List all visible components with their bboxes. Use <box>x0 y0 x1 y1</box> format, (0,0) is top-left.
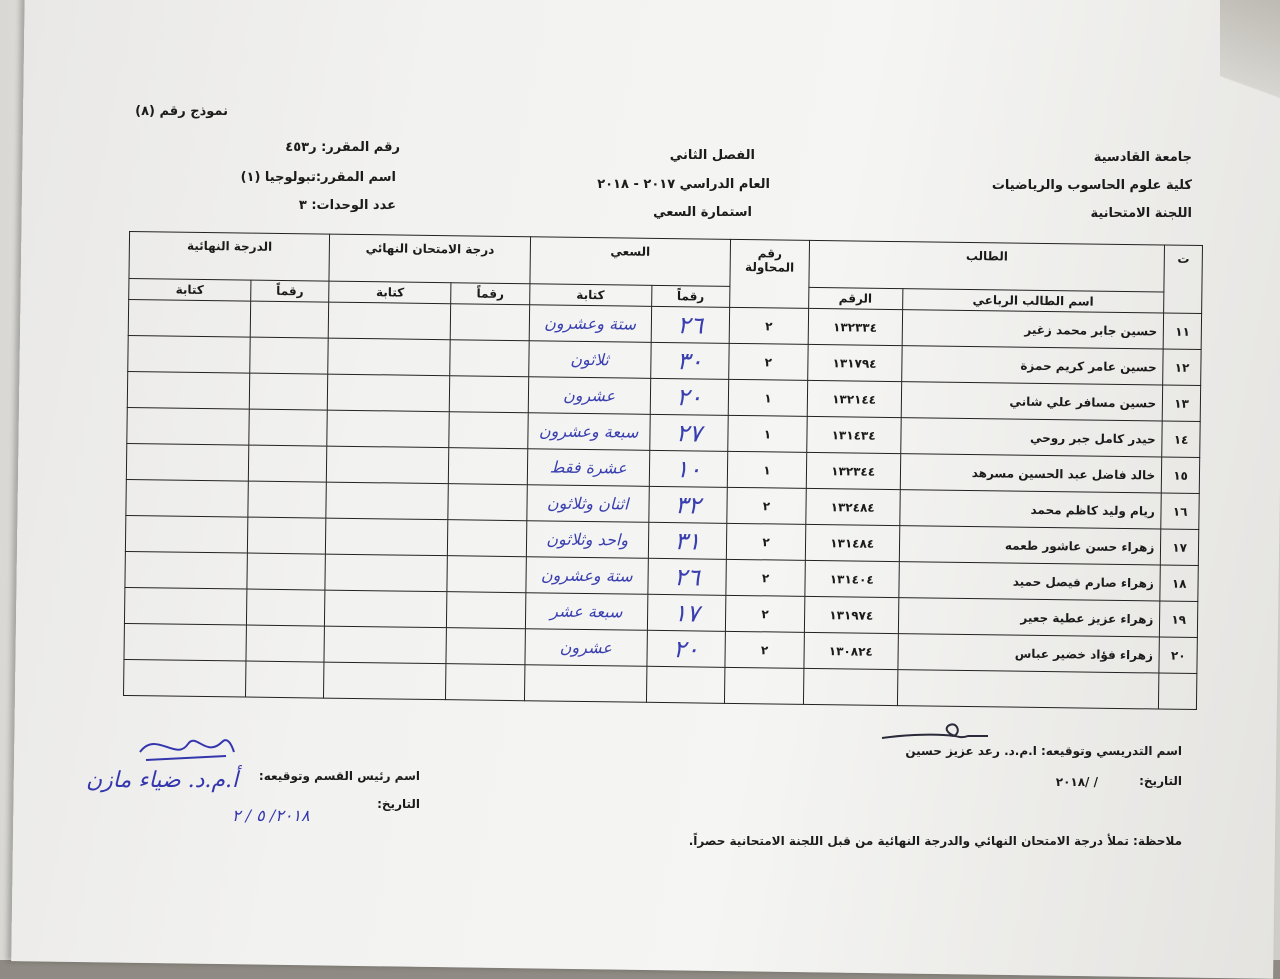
row-exam-numeric <box>450 304 529 341</box>
row-name: زهراء صارم فيصل حميد <box>898 562 1160 601</box>
row-seq: ١٩ <box>1160 601 1198 637</box>
row-id: ١٣١٩٧٤ <box>804 596 898 633</box>
row-attempt <box>725 667 804 704</box>
row-final-numeric <box>248 445 327 482</box>
date-label: التاريخ: <box>1139 774 1182 788</box>
row-final-words <box>127 407 249 445</box>
row-name: ريام وليد كاظم محمد <box>899 490 1161 529</box>
row-attempt: ٢ <box>729 343 808 380</box>
row-effort-numeric <box>646 666 725 703</box>
row-name: خالد فاضل عبد الحسين مسرهد <box>900 454 1162 493</box>
row-final-numeric <box>249 373 328 410</box>
row-name: حسين عامر كريم حمزة <box>901 346 1163 385</box>
row-final-words <box>127 371 249 409</box>
grades-table <box>123 231 1203 710</box>
row-effort-words: عشرون <box>528 377 650 415</box>
row-name: زهراء فؤاد خضير عباس <box>897 634 1159 673</box>
row-name: زهراء عزيز عطية جعير <box>898 598 1160 637</box>
row-exam-words <box>326 482 448 520</box>
row-exam-numeric <box>449 376 528 413</box>
row-exam-words <box>328 338 450 376</box>
row-final-words <box>126 479 248 517</box>
academic-year: العام الدراسي ٢٠١٧ - ٢٠١٨ <box>597 177 770 192</box>
row-seq: ١٨ <box>1160 565 1198 601</box>
row-id: ١٣٢٤٨٤ <box>806 488 900 525</box>
row-final-numeric <box>248 481 327 518</box>
row-effort-words <box>524 665 646 703</box>
form-title: استمارة السعي <box>653 205 752 220</box>
row-final-words <box>126 443 248 481</box>
row-effort-words: واحد وثلاثون <box>526 521 648 559</box>
row-final-words <box>125 515 247 553</box>
header-exam-words: كتابة <box>329 281 451 304</box>
date-value: / /٢٠١٨ <box>1055 775 1098 789</box>
row-seq: ١١ <box>1163 313 1201 349</box>
row-effort-words: ستة وعشرون <box>526 557 648 595</box>
row-exam-numeric <box>448 520 527 557</box>
row-effort-numeric: ٢٧ <box>649 414 728 451</box>
row-final-words <box>128 299 250 337</box>
header-student: الطالب <box>809 240 1165 292</box>
row-effort-numeric: ٢٠ <box>650 378 729 415</box>
header-attempt: رقم المحاولة <box>730 239 810 308</box>
row-attempt: ١ <box>728 379 807 416</box>
header-name: اسم الطالب الرباعي <box>902 289 1164 313</box>
header-final-numeric: رقماً <box>250 280 329 302</box>
row-name: حسين مسافر علي شاني <box>901 382 1163 421</box>
row-attempt: ٢ <box>725 631 804 668</box>
head-date-handwritten: ٢٠١٨/ ٥ / ٢ <box>232 806 310 825</box>
course-units: عدد الوحدات: ٣ <box>298 198 396 213</box>
row-effort-numeric: ١٠ <box>649 450 728 487</box>
row-seq: ١٣ <box>1162 385 1200 421</box>
row-effort-numeric: ٢٠ <box>646 630 725 667</box>
row-final-words <box>124 659 246 697</box>
committee-name: اللجنة الامتحانية <box>1090 206 1192 221</box>
row-effort-numeric: ٣٢ <box>648 486 727 523</box>
row-effort-numeric: ٢٦ <box>647 558 726 595</box>
row-seq <box>1159 673 1197 709</box>
row-id: ١٣٢٣٣٤ <box>808 308 902 345</box>
row-final-words <box>124 623 246 661</box>
row-final-words <box>124 587 246 625</box>
row-exam-numeric <box>447 556 526 593</box>
teacher-signature-label: اسم التدريسي وتوقيعه: ا.م.د. رعد عزيز حسين <box>905 744 1182 758</box>
row-seq: ١٤ <box>1162 421 1200 457</box>
university-name: جامعة القادسية <box>1093 150 1192 165</box>
row-exam-numeric <box>450 340 529 377</box>
note: ملاحظة: تملأ درجة الامتحان النهائي والدرجة النهائية من قبل اللجنة الامتحانية حصراً. <box>688 834 1182 848</box>
row-attempt: ٢ <box>726 559 805 596</box>
row-id: ١٣٢٣٤٤ <box>806 452 900 489</box>
row-exam-words <box>327 410 449 448</box>
row-exam-words <box>327 446 449 484</box>
row-attempt: ٢ <box>726 523 805 560</box>
row-attempt: ١ <box>728 415 807 452</box>
row-seq: ١٥ <box>1162 457 1200 493</box>
header-exam-numeric: رقماً <box>451 283 530 305</box>
row-seq: ١٢ <box>1163 349 1201 385</box>
row-seq: ١٧ <box>1161 529 1199 565</box>
row-effort-words: اثنان وثلاثون <box>527 485 649 523</box>
row-exam-numeric <box>446 664 525 701</box>
row-exam-words <box>325 554 447 592</box>
row-effort-numeric: ١٧ <box>647 594 726 631</box>
row-effort-words: عشرون <box>525 629 647 667</box>
row-exam-words <box>326 518 448 556</box>
row-attempt: ١ <box>727 451 806 488</box>
row-id: ١٣٠٨٢٤ <box>804 632 898 669</box>
row-exam-numeric <box>447 592 526 629</box>
row-effort-numeric: ٣١ <box>648 522 727 559</box>
row-seq: ٢٠ <box>1159 637 1197 673</box>
row-final-numeric <box>250 301 329 338</box>
row-name: زهراء حسن عاشور طعمه <box>899 526 1161 565</box>
row-name: حيدر كامل جبر روحي <box>900 418 1162 457</box>
row-exam-words <box>324 662 446 700</box>
college-name: كلية علوم الحاسوب والرياضيات <box>991 178 1192 193</box>
row-id: ١٣١٤٨٤ <box>805 524 899 561</box>
row-effort-words: سبعة عشر <box>525 593 647 631</box>
row-id <box>803 668 897 705</box>
row-attempt: ٢ <box>726 595 805 632</box>
row-exam-numeric <box>449 412 528 449</box>
row-final-numeric <box>246 589 325 626</box>
row-final-numeric <box>250 337 329 374</box>
row-final-words <box>128 335 250 373</box>
department-head-label: اسم رئيس القسم وتوقيعه: <box>258 769 420 783</box>
row-seq: ١٦ <box>1161 493 1199 529</box>
header-final-exam: درجة الامتحان النهائي <box>329 234 530 284</box>
form-number: نموذج رقم (٨) <box>135 104 228 119</box>
row-id: ١٣١٧٩٤ <box>807 344 901 381</box>
row-final-numeric <box>249 409 328 446</box>
row-exam-words <box>329 302 451 340</box>
header-effort: السعي <box>530 237 731 287</box>
row-id: ١٣١٤٠٤ <box>805 560 899 597</box>
row-final-words <box>125 551 247 589</box>
row-name: حسين جابر محمد زغير <box>902 310 1164 349</box>
row-effort-numeric: ٢٦ <box>651 306 730 343</box>
row-effort-numeric: ٣٠ <box>650 342 729 379</box>
header-final-words: كتابة <box>129 278 251 301</box>
teacher-signature <box>880 712 990 759</box>
header-final-grade: الدرجة النهائية <box>129 231 330 281</box>
head-name-handwritten: أ.م.د. ضياء مازن <box>86 768 239 793</box>
row-exam-words <box>324 626 446 664</box>
row-id: ١٣٢١٤٤ <box>807 380 901 417</box>
row-name <box>897 670 1159 709</box>
row-attempt: ٢ <box>727 487 806 524</box>
course-name: اسم المقرر:تبولوجيا (١) <box>240 170 396 185</box>
row-final-numeric <box>247 553 326 590</box>
header-effort-numeric: رقماً <box>651 285 730 307</box>
semester: الفصل الثاني <box>669 148 755 163</box>
head-date-label: التاريخ: <box>377 797 420 811</box>
row-effort-words: ستة وعشرون <box>529 305 651 343</box>
row-final-numeric <box>246 625 325 662</box>
header-seq: ت <box>1164 245 1203 313</box>
header-id: الرقم <box>808 287 902 309</box>
row-exam-numeric <box>448 484 527 521</box>
row-final-numeric <box>245 661 324 698</box>
row-effort-words: سبعة وعشرون <box>528 413 650 451</box>
row-attempt: ٢ <box>729 307 808 344</box>
row-exam-numeric <box>448 448 527 485</box>
row-exam-words <box>328 374 450 412</box>
header-effort-words: كتابة <box>529 284 651 307</box>
row-effort-words: عشرة فقط <box>527 449 649 487</box>
row-exam-words <box>325 590 447 628</box>
row-id: ١٣١٤٣٤ <box>807 416 901 453</box>
row-effort-words: ثلاثون <box>528 341 650 379</box>
row-exam-numeric <box>446 628 525 665</box>
row-final-numeric <box>247 517 326 554</box>
head-signature-scribble <box>136 722 236 774</box>
course-code: رقم المقرر: ر٤٥٣ <box>285 140 400 155</box>
